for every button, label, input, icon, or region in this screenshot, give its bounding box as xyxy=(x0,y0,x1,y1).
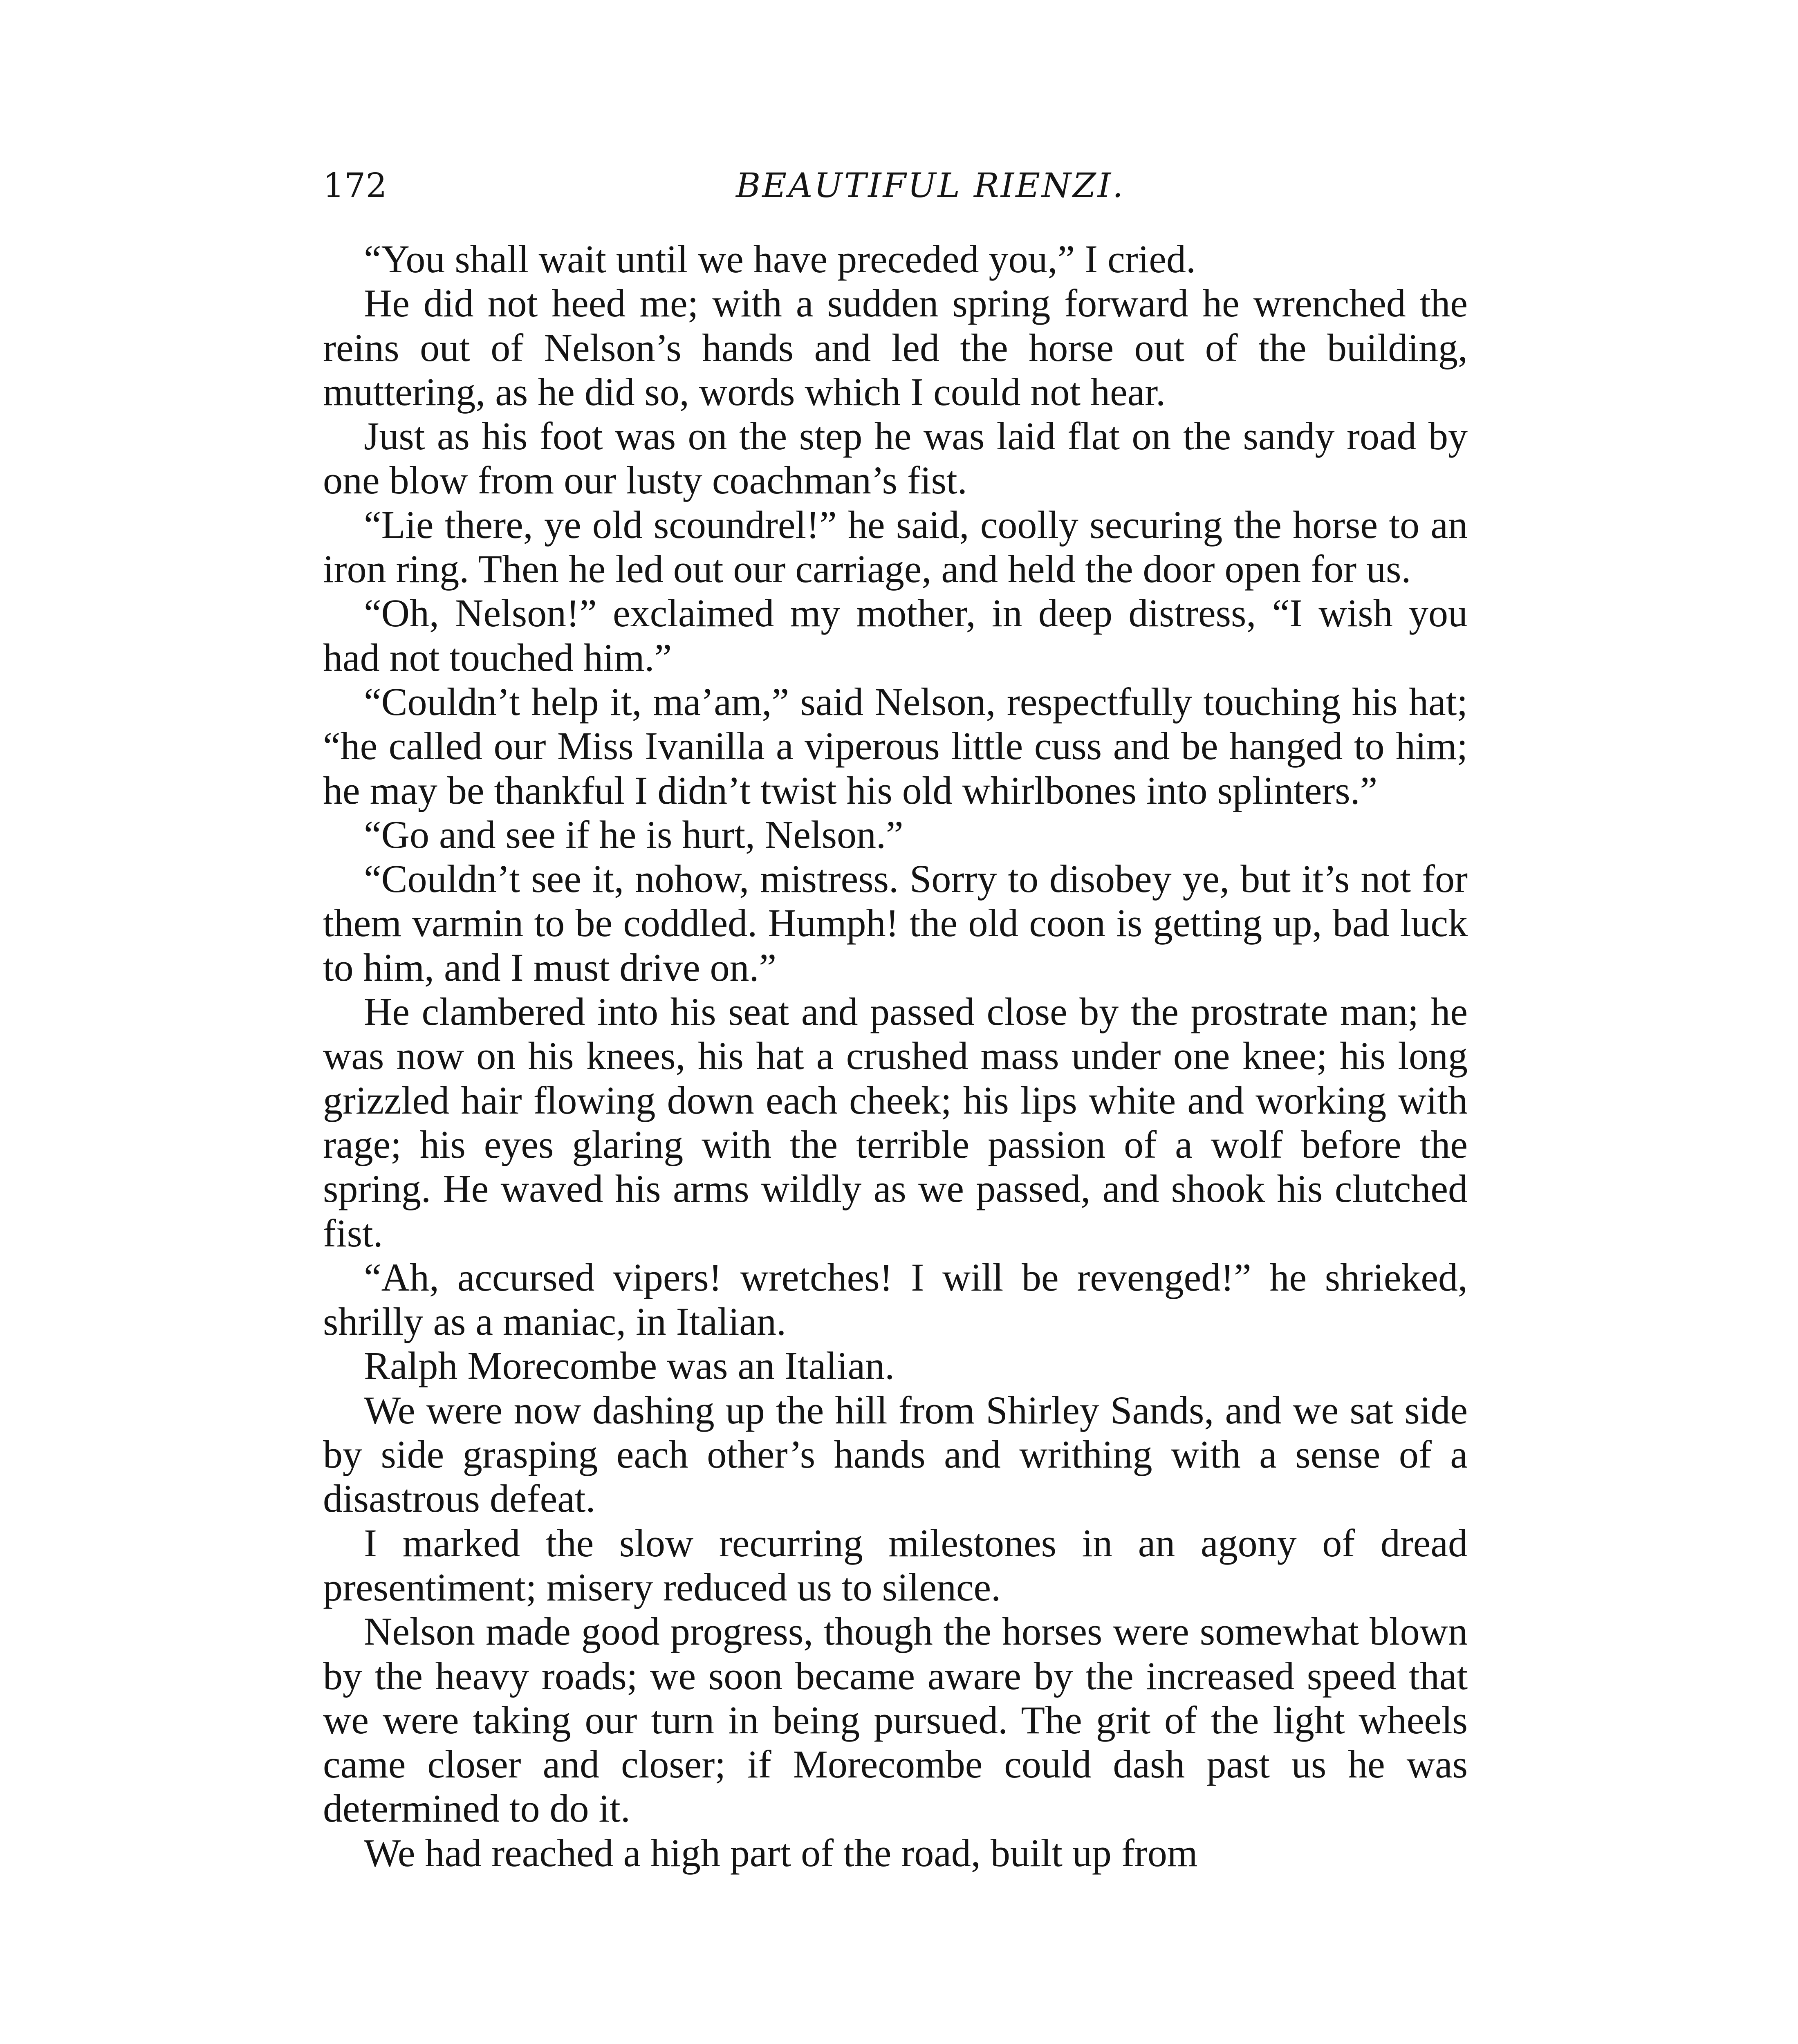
paragraph: Nelson made good progress, though the horses were somewhat blown by the heavy roads; we soon became aware by the increased speed that we were taking our turn in being pursued. The grit of the light wheels came closer and closer; if Morecombe could dash past us he was determined to do it. xyxy=(323,1609,1468,1831)
paragraph: He clambered into his seat and passed close by the prostrate man; he was now on his knees, his hat a crushed mass under one knee; his long grizzled hair flowing down each cheek; his lips white and working with rage; his eyes glaring with the terrible passion of a wolf before the spring. He waved his arms wildly as we passed, and shook his clutched fist. xyxy=(323,990,1468,1255)
paragraph: Ralph Morecombe was an Italian. xyxy=(364,1344,895,1388)
running-title: BEAUTIFUL RIENZI. xyxy=(736,166,1125,205)
paragraph: He did not heed me; with a sudden spring forward he wrenched the reins out of Nelson’s hands and led the horse out of the building, muttering, as he did so, words which I could not hear. xyxy=(323,281,1468,414)
body-text xyxy=(323,237,1468,1875)
paragraph: Just as his foot was on the step he was laid flat on the sandy road by one blow from our lusty coachman’s fist. xyxy=(323,414,1468,502)
paragraph: “Ah, accursed vipers! wretches! I will be revenged!” he shrieked, shrilly as a maniac, in Italian. xyxy=(323,1255,1468,1344)
running-header xyxy=(323,164,1468,213)
page-number: 172 xyxy=(323,166,387,205)
paragraph: “Couldn’t help it, ma’am,” said Nelson, respectfully touching his hat; “he called our Miss Ivanilla a viperous little cuss and be hanged to him; he may be thankful I didn’t twist his old whirlbones into splinters.” xyxy=(323,679,1468,812)
paragraph: “Couldn’t see it, nohow, mistress. Sorry to disobey ye, but it’s not for them varmin to be coddled. Humph! the old coon is getting up, bad luck to him, and I must drive on.” xyxy=(323,857,1468,989)
paragraph: “Oh, Nelson!” exclaimed my mother, in deep distress, “I wish you had not touched him.” xyxy=(323,591,1468,679)
paragraph: “Go and see if he is hurt, Nelson.” xyxy=(364,812,903,856)
paragraph: We had reached a high part of the road, built up from xyxy=(364,1831,1198,1875)
paragraph: “You shall wait until we have preceded you,” I cried. xyxy=(364,237,1196,281)
paragraph: I marked the slow recurring milestones in an agony of dread presentiment; misery reduced us to silence. xyxy=(323,1521,1468,1609)
paragraph: We were now dashing up the hill from Shirley Sands, and we sat side by side grasping each other’s hands and writhing with a sense of a disastrous defeat. xyxy=(323,1388,1468,1521)
paragraph: “Lie there, ye old scoundrel!” he said, coolly securing the horse to an iron ring. Then he led out our carriage, and held the door open for us. xyxy=(323,502,1468,591)
